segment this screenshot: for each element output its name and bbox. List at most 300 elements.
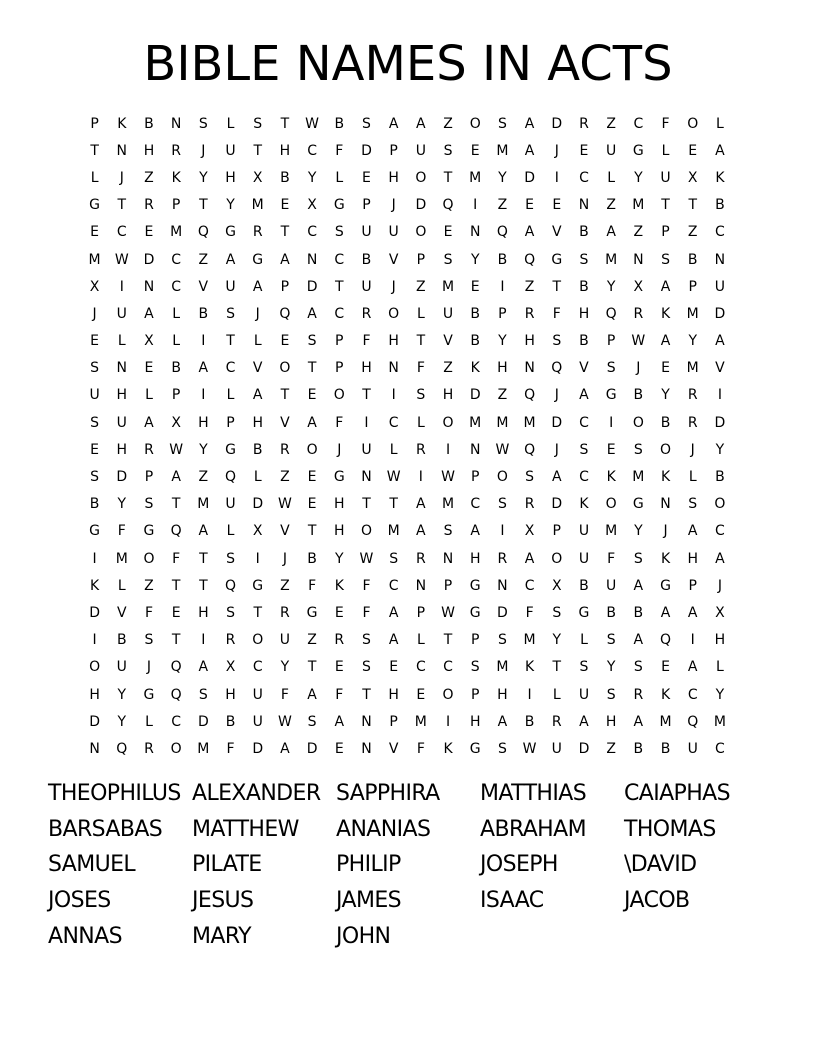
grid-letter: L bbox=[226, 387, 235, 404]
grid-letter: A bbox=[660, 604, 671, 621]
grid-letter: Q bbox=[524, 387, 536, 404]
grid-letter: S bbox=[416, 387, 426, 404]
grid-letter: C bbox=[171, 251, 182, 268]
grid-letter: X bbox=[171, 414, 181, 431]
grid-letter: B bbox=[252, 441, 263, 458]
grid-letter: Q bbox=[442, 197, 454, 214]
grid-letter: E bbox=[606, 441, 616, 458]
grid-letter: D bbox=[306, 740, 318, 757]
grid-letter: R bbox=[687, 414, 698, 431]
grid-letter: L bbox=[716, 659, 724, 676]
grid-letter: N bbox=[524, 360, 535, 377]
grid-letter: D bbox=[551, 496, 563, 513]
grid-letter: R bbox=[144, 197, 154, 214]
grid-letter: C bbox=[307, 142, 317, 159]
grid-letter: G bbox=[333, 197, 345, 214]
grid-letter: P bbox=[90, 115, 99, 132]
grid-letter: S bbox=[633, 659, 643, 676]
grid-letter: Z bbox=[497, 387, 508, 404]
grid-letter: L bbox=[335, 169, 344, 186]
grid-letter: X bbox=[225, 659, 236, 676]
grid-letter: H bbox=[89, 686, 100, 703]
grid-letter: M bbox=[686, 360, 699, 377]
grid-letter: Q bbox=[279, 305, 291, 322]
grid-letter: L bbox=[552, 686, 561, 703]
grid-letter: S bbox=[470, 659, 480, 676]
word-list-item: PILATE bbox=[192, 852, 262, 878]
grid-letter: O bbox=[252, 632, 264, 649]
grid-letter: S bbox=[253, 115, 263, 132]
grid-letter: U bbox=[116, 659, 127, 676]
grid-letter: S bbox=[90, 360, 100, 377]
grid-letter: W bbox=[305, 115, 320, 132]
grid-letter: R bbox=[171, 142, 182, 159]
grid-letter: O bbox=[605, 496, 617, 513]
grid-letter: F bbox=[144, 604, 153, 621]
grid-letter: D bbox=[143, 251, 155, 268]
grid-letter: T bbox=[171, 577, 181, 594]
grid-letter: S bbox=[334, 224, 344, 241]
grid-letter: J bbox=[554, 142, 559, 159]
grid-letter: N bbox=[116, 360, 128, 377]
grid-letter: K bbox=[606, 469, 616, 486]
grid-letter: A bbox=[524, 142, 535, 159]
grid-letter: R bbox=[633, 686, 644, 703]
grid-letter: V bbox=[252, 360, 263, 377]
word-list-item: THEOPHILUS bbox=[48, 781, 181, 806]
grid-letter: H bbox=[198, 414, 209, 431]
grid-letter: T bbox=[552, 278, 562, 295]
grid-letter: A bbox=[579, 713, 589, 730]
grid-letter: Z bbox=[633, 224, 644, 241]
grid-letter: J bbox=[255, 305, 260, 322]
grid-letter: A bbox=[660, 278, 671, 295]
grid-letter: T bbox=[199, 550, 208, 567]
grid-letter: B bbox=[579, 224, 589, 241]
grid-letter: S bbox=[389, 550, 399, 567]
grid-letter: S bbox=[552, 333, 562, 350]
grid-letter: D bbox=[497, 604, 508, 621]
grid-letter: U bbox=[578, 550, 590, 567]
grid-letter: H bbox=[225, 169, 236, 186]
grid-letter: Y bbox=[715, 441, 725, 458]
grid-letter: C bbox=[171, 278, 182, 295]
grid-letter: E bbox=[90, 441, 100, 458]
grid-letter: T bbox=[362, 686, 371, 703]
grid-letter: Q bbox=[687, 713, 699, 730]
grid-letter: K bbox=[715, 169, 725, 186]
grid-letter: E bbox=[661, 659, 670, 676]
grid-letter: F bbox=[172, 550, 181, 567]
grid-letter: A bbox=[687, 604, 698, 621]
grid-letter: W bbox=[386, 469, 401, 486]
grid-letter: V bbox=[579, 360, 589, 377]
grid-letter: L bbox=[253, 333, 262, 350]
grid-letter: M bbox=[632, 197, 645, 214]
grid-letter: W bbox=[359, 550, 374, 567]
grid-letter: S bbox=[144, 632, 154, 649]
grid-letter: H bbox=[469, 713, 481, 730]
grid-letter: N bbox=[170, 115, 182, 132]
grid-letter: L bbox=[580, 632, 588, 649]
grid-letter: R bbox=[144, 740, 154, 757]
grid-letter: B bbox=[171, 360, 181, 377]
grid-letter: O bbox=[306, 441, 318, 458]
grid-letter: T bbox=[226, 333, 235, 350]
grid-letter: Q bbox=[170, 523, 182, 540]
word-list bbox=[48, 776, 768, 954]
grid-letter: S bbox=[497, 115, 507, 132]
grid-letter: Z bbox=[144, 169, 154, 186]
grid-letter: K bbox=[443, 740, 453, 757]
grid-letter: A bbox=[198, 523, 209, 540]
grid-letter: X bbox=[89, 278, 100, 295]
grid-letter: B bbox=[497, 251, 508, 268]
grid-letter: E bbox=[90, 224, 100, 241]
grid-letter: H bbox=[497, 686, 508, 703]
grid-letter: I bbox=[364, 414, 369, 431]
grid-letter: S bbox=[525, 469, 535, 486]
grid-letter: L bbox=[145, 713, 153, 730]
grid-letter: U bbox=[388, 224, 399, 241]
grid-letter: P bbox=[470, 686, 480, 703]
grid-letter: U bbox=[89, 387, 100, 404]
grid-letter: A bbox=[715, 333, 725, 350]
word-list-item: JOSES bbox=[48, 888, 111, 914]
grid-letter: N bbox=[660, 496, 671, 513]
grid-letter: T bbox=[171, 496, 181, 513]
grid-letter: F bbox=[362, 604, 371, 621]
grid-letter: Z bbox=[198, 251, 209, 268]
grid-letter: X bbox=[524, 523, 535, 540]
grid-letter: B bbox=[144, 115, 154, 132]
grid-letter: S bbox=[661, 251, 670, 268]
grid-letter: B bbox=[579, 278, 589, 295]
grid-letter: G bbox=[469, 604, 481, 621]
grid-letter: H bbox=[334, 496, 345, 513]
grid-letter: X bbox=[144, 333, 154, 350]
grid-letter: I bbox=[445, 713, 451, 730]
grid-letter: N bbox=[633, 251, 644, 268]
grid-letter: D bbox=[197, 713, 209, 730]
grid-letter: M bbox=[441, 496, 455, 513]
grid-letter: E bbox=[144, 224, 154, 241]
grid-letter: S bbox=[443, 251, 453, 268]
grid-letter: R bbox=[280, 441, 290, 458]
grid-letter: U bbox=[225, 142, 236, 159]
grid-letter: Q bbox=[660, 632, 672, 649]
grid-letter: X bbox=[252, 169, 263, 186]
grid-letter: M bbox=[469, 169, 482, 186]
grid-letter: O bbox=[388, 305, 400, 322]
grid-letter: V bbox=[116, 604, 127, 621]
grid-letter: E bbox=[334, 604, 344, 621]
grid-letter: I bbox=[92, 632, 97, 649]
grid-letter: C bbox=[715, 523, 725, 540]
grid-letter: P bbox=[688, 577, 697, 594]
grid-letter: M bbox=[469, 414, 482, 431]
grid-letter: J bbox=[119, 169, 124, 186]
grid-letter: U bbox=[606, 577, 617, 594]
grid-letter: W bbox=[495, 441, 510, 458]
grid-letter: M bbox=[523, 632, 536, 649]
grid-letter: C bbox=[116, 224, 127, 241]
grid-letter: U bbox=[687, 740, 698, 757]
grid-letter: T bbox=[443, 169, 453, 186]
grid-letter: T bbox=[443, 632, 453, 649]
grid-letter: Q bbox=[170, 686, 182, 703]
grid-letter: S bbox=[497, 496, 507, 513]
grid-letter: T bbox=[280, 115, 290, 132]
grid-letter: J bbox=[717, 577, 722, 594]
grid-letter: J bbox=[636, 360, 641, 377]
grid-letter: Y bbox=[117, 713, 127, 730]
grid-letter: S bbox=[579, 441, 589, 458]
grid-letter: T bbox=[90, 142, 99, 159]
grid-letter: Q bbox=[197, 224, 209, 241]
grid-letter: A bbox=[606, 224, 616, 241]
grid-letter: U bbox=[225, 278, 236, 295]
grid-letter: D bbox=[469, 387, 481, 404]
word-list-item: JAMES bbox=[336, 888, 401, 914]
grid-letter: C bbox=[715, 740, 725, 757]
grid-letter: Y bbox=[498, 169, 507, 186]
grid-letter: G bbox=[306, 604, 318, 621]
grid-letter: Y bbox=[661, 387, 670, 404]
grid-letter: T bbox=[199, 577, 208, 594]
word-list-item: THOMAS bbox=[624, 816, 716, 842]
grid-letter: V bbox=[388, 740, 399, 757]
grid-letter: S bbox=[579, 659, 589, 676]
grid-letter: I bbox=[527, 686, 532, 703]
grid-letter: L bbox=[253, 469, 262, 486]
grid-letter: H bbox=[388, 169, 399, 186]
grid-letter: N bbox=[89, 740, 100, 757]
grid-letter: T bbox=[280, 224, 290, 241]
grid-letter: H bbox=[116, 441, 128, 458]
grid-letter: L bbox=[226, 523, 235, 540]
grid-letter: L bbox=[226, 115, 235, 132]
grid-letter: T bbox=[253, 142, 262, 159]
grid-letter: A bbox=[416, 115, 426, 132]
grid-letter: E bbox=[688, 142, 698, 159]
grid-letter: E bbox=[307, 496, 317, 513]
grid-letter: Y bbox=[335, 550, 344, 567]
grid-letter: A bbox=[388, 115, 399, 132]
grid-letter: R bbox=[579, 115, 589, 132]
grid-letter: S bbox=[606, 632, 616, 649]
grid-letter: T bbox=[362, 496, 371, 513]
grid-letter: P bbox=[688, 278, 697, 295]
grid-letter: S bbox=[633, 550, 643, 567]
grid-letter: L bbox=[172, 305, 181, 322]
grid-letter: M bbox=[659, 713, 672, 730]
grid-letter: C bbox=[633, 115, 644, 132]
grid-letter: P bbox=[144, 469, 154, 486]
grid-letter: J bbox=[554, 387, 559, 404]
grid-letter: H bbox=[605, 713, 617, 730]
grid-letter: I bbox=[500, 523, 505, 540]
grid-letter: T bbox=[253, 604, 262, 621]
grid-letter: K bbox=[660, 469, 671, 486]
grid-letter: K bbox=[525, 659, 535, 676]
grid-letter: Z bbox=[443, 360, 453, 377]
grid-letter: A bbox=[416, 496, 426, 513]
grid-letter: S bbox=[443, 142, 453, 159]
grid-letter: B bbox=[116, 632, 127, 649]
grid-letter: Q bbox=[524, 251, 536, 268]
grid-letter: U bbox=[551, 740, 562, 757]
grid-letter: B bbox=[633, 387, 644, 404]
grid-letter: A bbox=[524, 115, 535, 132]
grid-letter: V bbox=[388, 251, 399, 268]
grid-letter: P bbox=[416, 604, 426, 621]
grid-letter: N bbox=[143, 278, 155, 295]
grid-letter: Y bbox=[117, 496, 127, 513]
grid-letter: X bbox=[687, 169, 698, 186]
grid-letter: H bbox=[143, 142, 155, 159]
grid-letter: I bbox=[201, 387, 206, 404]
grid-letter: E bbox=[552, 197, 562, 214]
grid-letter: E bbox=[90, 333, 100, 350]
grid-letter: M bbox=[197, 496, 210, 513]
grid-letter: N bbox=[306, 251, 318, 268]
grid-letter: L bbox=[117, 577, 126, 594]
grid-letter: L bbox=[661, 142, 670, 159]
grid-letter: H bbox=[714, 632, 726, 649]
grid-letter: B bbox=[633, 740, 644, 757]
grid-letter: Q bbox=[605, 305, 617, 322]
grid-letter: P bbox=[606, 333, 616, 350]
grid-letter: W bbox=[631, 333, 646, 350]
grid-letter: Z bbox=[524, 278, 535, 295]
grid-letter: D bbox=[578, 740, 590, 757]
grid-letter: I bbox=[391, 387, 396, 404]
grid-letter: A bbox=[715, 142, 725, 159]
grid-letter: Q bbox=[170, 659, 182, 676]
grid-letter: N bbox=[714, 251, 726, 268]
grid-letter: B bbox=[470, 333, 481, 350]
grid-letter: G bbox=[252, 577, 264, 594]
grid-letter: M bbox=[197, 740, 210, 757]
grid-letter: C bbox=[225, 360, 236, 377]
grid-letter: W bbox=[114, 251, 129, 268]
grid-letter: L bbox=[172, 333, 181, 350]
grid-letter: S bbox=[198, 115, 208, 132]
grid-letter: A bbox=[660, 333, 671, 350]
grid-letter: N bbox=[442, 550, 454, 567]
grid-letter: F bbox=[607, 550, 616, 567]
grid-letter: G bbox=[89, 197, 101, 214]
grid-letter: T bbox=[117, 197, 127, 214]
grid-letter: P bbox=[335, 333, 344, 350]
word-list-item: MATTHIAS bbox=[480, 781, 587, 806]
grid-letter: A bbox=[280, 740, 290, 757]
grid-letter: S bbox=[226, 604, 235, 621]
grid-letter: Y bbox=[606, 659, 616, 676]
grid-letter: L bbox=[90, 169, 99, 186]
grid-letter: Q bbox=[116, 740, 128, 757]
grid-letter: H bbox=[442, 387, 454, 404]
grid-letter: G bbox=[632, 142, 644, 159]
grid-letter: D bbox=[252, 740, 264, 757]
grid-letter: A bbox=[551, 469, 562, 486]
grid-letter: P bbox=[280, 278, 290, 295]
grid-letter: J bbox=[663, 523, 668, 540]
grid-letter: G bbox=[225, 441, 236, 458]
grid-letter: E bbox=[280, 197, 290, 214]
grid-letter: O bbox=[469, 115, 481, 132]
grid-letter: E bbox=[171, 604, 181, 621]
grid-letter: K bbox=[171, 169, 181, 186]
grid-letter: Q bbox=[524, 441, 536, 458]
grid-letter: B bbox=[715, 469, 725, 486]
grid-letter: P bbox=[171, 387, 181, 404]
grid-letter: N bbox=[469, 224, 481, 241]
grid-letter: Z bbox=[144, 577, 154, 594]
grid-letter: J bbox=[201, 142, 206, 159]
grid-letter: I bbox=[201, 333, 206, 350]
grid-letter: S bbox=[90, 414, 100, 431]
grid-letter: X bbox=[551, 577, 562, 594]
word-list-item: PHILIP bbox=[336, 852, 401, 878]
grid-letter: M bbox=[713, 713, 726, 730]
grid-letter: H bbox=[279, 142, 291, 159]
grid-letter: T bbox=[307, 523, 317, 540]
grid-letter: G bbox=[551, 251, 563, 268]
grid-letter: W bbox=[169, 441, 184, 458]
grid-letter: D bbox=[714, 305, 726, 322]
grid-letter: W bbox=[277, 713, 292, 730]
grid-letter: B bbox=[633, 604, 644, 621]
grid-letter: Z bbox=[307, 632, 317, 649]
grid-letter: U bbox=[415, 142, 426, 159]
grid-letter: D bbox=[415, 197, 427, 214]
grid-letter: U bbox=[361, 224, 372, 241]
grid-letter: X bbox=[252, 523, 263, 540]
grid-letter: G bbox=[605, 387, 617, 404]
grid-letter: B bbox=[198, 305, 209, 322]
grid-letter: X bbox=[307, 197, 317, 214]
grid-letter: W bbox=[441, 604, 455, 621]
grid-letter: F bbox=[280, 686, 289, 703]
grid-letter: R bbox=[334, 632, 345, 649]
grid-letter: G bbox=[333, 469, 345, 486]
grid-letter: T bbox=[280, 387, 290, 404]
grid-letter: D bbox=[116, 469, 128, 486]
grid-letter: A bbox=[307, 686, 317, 703]
grid-letter: A bbox=[225, 251, 236, 268]
grid-letter: M bbox=[88, 251, 101, 268]
grid-letter: E bbox=[470, 142, 480, 159]
grid-letter: U bbox=[578, 523, 590, 540]
grid-letter: E bbox=[661, 360, 670, 377]
grid-letter: B bbox=[307, 550, 317, 567]
grid-letter: A bbox=[198, 659, 209, 676]
grid-letter: S bbox=[362, 632, 371, 649]
grid-letter: E bbox=[416, 686, 426, 703]
grid-letter: C bbox=[524, 577, 535, 594]
grid-letter: J bbox=[690, 441, 695, 458]
grid-letter: L bbox=[117, 333, 126, 350]
grid-letter: F bbox=[226, 740, 235, 757]
grid-letter: U bbox=[252, 713, 263, 730]
grid-letter: O bbox=[415, 224, 427, 241]
grid-letter: I bbox=[690, 632, 695, 649]
grid-letter: Y bbox=[117, 686, 127, 703]
grid-letter: P bbox=[552, 523, 561, 540]
grid-letter: T bbox=[199, 197, 208, 214]
